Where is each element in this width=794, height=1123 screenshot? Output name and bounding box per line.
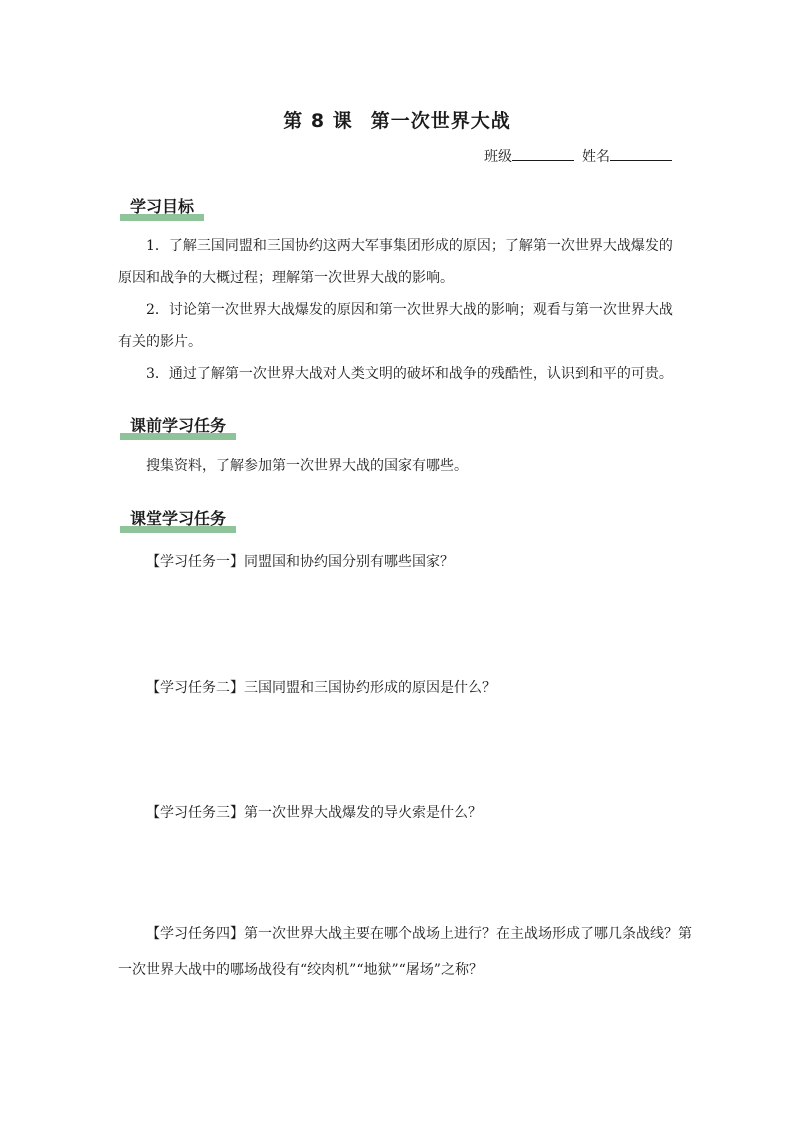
learning-task-1: 【学习任务一】同盟国和协约国分别有哪些国家？	[146, 554, 454, 570]
class-name-line	[484, 146, 672, 166]
section-heading-inclass: 课堂学习任务	[120, 506, 236, 529]
section-heading-preclass: 课前学习任务	[120, 413, 236, 436]
learning-task-4: 【学习任务四】第一次世界大战主要在哪个战场上进行？在主战场形成了哪几条战线？第一次世界大战中的哪场战役有“绞肉机”“地狱”“屠场”之称？	[118, 926, 692, 978]
learning-task-2: 【学习任务二】三国同盟和三国协约形成的原因是什么？	[146, 680, 496, 696]
class-label: 班级	[484, 149, 512, 165]
lesson-number: 第 8 课	[283, 110, 353, 132]
preclass-task: 搜集资料，了解参加第一次世界大战的国家有哪些。	[146, 458, 468, 474]
learning-task-3: 【学习任务三】第一次世界大战爆发的导火索是什么？	[146, 805, 482, 821]
name-label: 姓名	[582, 149, 610, 165]
section-heading-goals: 学习目标	[120, 194, 204, 217]
goal-item-2: 2．讨论第一次世界大战爆发的原因和第一次世界大战的影响；观看与第一次世界大战有关的影片。	[118, 302, 673, 350]
goal-item-1: 1．了解三国同盟和三国协约这两大军事集团形成的原因；了解第一次世界大战爆发的原因和战争的大概过程；理解第一次世界大战的影响。	[118, 238, 673, 286]
lesson-name: 第一次世界大战	[370, 110, 511, 132]
class-blank[interactable]	[512, 146, 574, 161]
page-title	[0, 106, 794, 133]
goal-item-3: 3．通过了解第一次世界大战对人类文明的破坏和战争的残酷性，认识到和平的可贵。	[146, 366, 673, 382]
name-blank[interactable]	[610, 146, 672, 161]
